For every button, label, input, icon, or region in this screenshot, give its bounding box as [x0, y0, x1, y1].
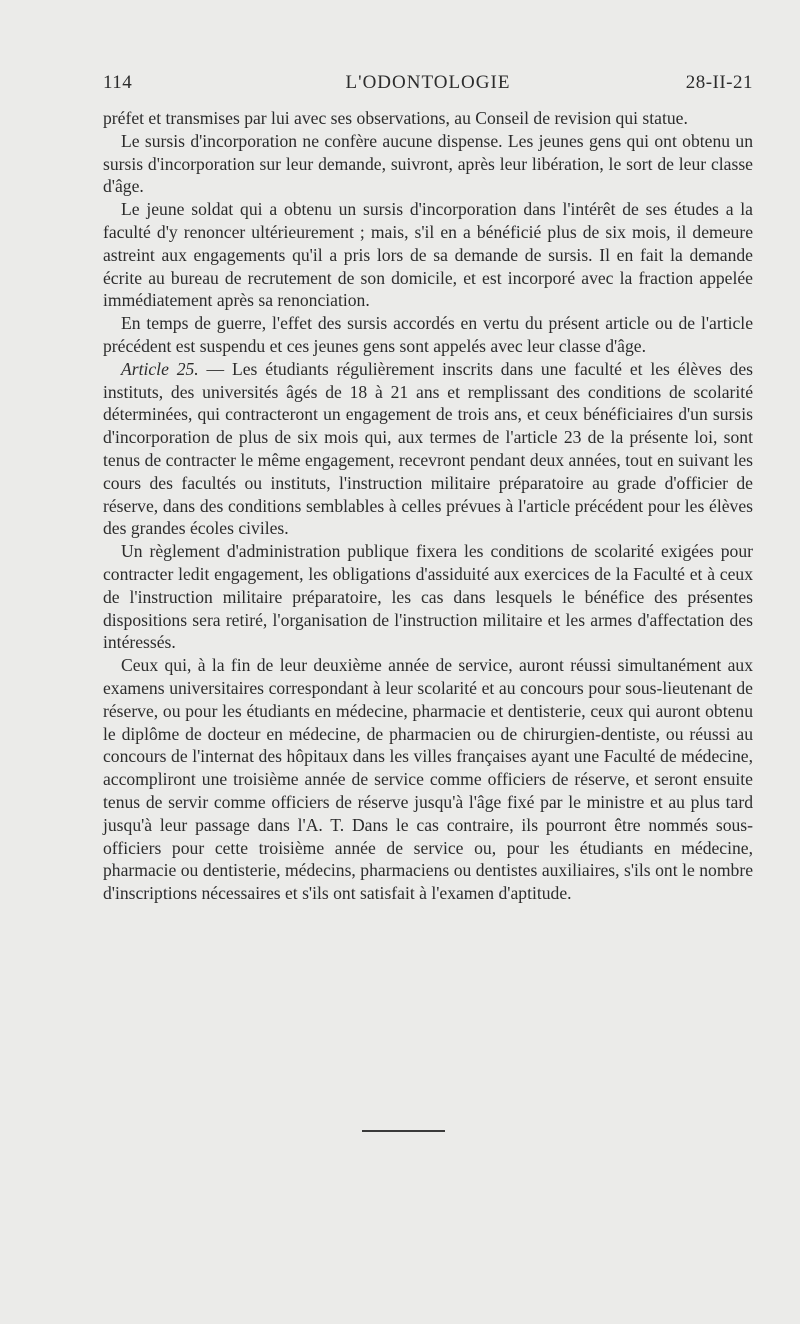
paragraph-7: Ceux qui, à la fin de leur deuxième année de service, auront réussi simultanément aux examens universitaires correspondant à leur scolarité et au concours pour sous-lieutenant de réserve, ou pour les étudiants en médecine, pharmacie et dentisterie, ceux qui auront obtenu le diplôme de docteur en médecine, de pharmacien ou de chirurgien-dentiste, ou réussi au concours de l'internat des hôpitaux dans les villes françaises ayant une Faculté de médecine, accompliront une troisième année de service comme officiers de réserve, et seront ensuite tenus de servir comme officiers de réserve jusqu'à l'âge fixé par le ministre et au plus tard jusqu'à leur passage dans l'A. T. Dans le cas contraire, ils pourront être nommés sous-officiers pour cette troisième année de service ou, pour les étudiants en médecine, pharmacie ou dentisterie, médecins, pharmaciens ou dentistes auxiliaires, s'ils ont le nombre d'inscriptions nécessaires et s'ils ont satisfait à l'examen d'aptitude. [103, 655, 753, 904]
page-header [103, 72, 753, 100]
article-label: Article 25. [121, 358, 199, 379]
article-25-text: — Les étudiants régulièrement inscrits dans une faculté et les élèves des instituts, des universités âgés de 18 à 21 ans et remplissant des conditions de scolarité déterminées, qui contracteront un engagement de trois ans, et ceux bénéficiaires d'un sursis d'incorporation de plus de six mois qui, aux termes de l'article 23 de la présente loi, sont tenus de contracter le même engagement, recevront pendant deux années, tout en suivant les cours des facultés ou instituts, l'instruction militaire préparatoire au grade d'officier de réserve, dans des conditions semblables à celles prévues à l'article précédent pour les élèves des grandes écoles civiles. [103, 358, 753, 539]
paragraph-3: Le jeune soldat qui a obtenu un sursis d'incorporation dans l'intérêt de ses études a la faculté d'y renoncer ultérieurement ; mais, s'il en a bénéficié plus de six mois, il demeure astreint aux engagements qu'il a pris lors de sa demande de sursis. Il en fait la demande écrite au bureau de recrutement de son domicile, et est incorporé avec la fraction appelée immédiatement après sa renonciation. [103, 199, 753, 311]
paragraph-1: préfet et transmises par lui avec ses observations, au Conseil de revision qui statue. [103, 108, 688, 128]
issue-date: 28-II-21 [685, 72, 753, 93]
end-rule [362, 1130, 445, 1132]
body-text [103, 107, 753, 905]
paragraph-article-25 [103, 358, 753, 540]
paragraph-4: En temps de guerre, l'effet des sursis accordés en vertu du présent article ou de l'article précédent est suspendu et ces jeunes gens sont appelés avec leur classe d'âge. [103, 313, 753, 356]
paragraph-6: Un règlement d'administration publique fixera les conditions de scolarité exigées pour contracter ledit engagement, les obligations d'assiduité aux exercices de la Faculté et à ceux de l'instruction militaire préparatoire, les cas dans lesquels le bénéfice des présentes dispositions sera retiré, l'organisation de l'instruction militaire et les armes d'affectation des intéressés. [103, 541, 753, 653]
journal-title: L'ODONTOLOGIE [345, 72, 511, 93]
page-number: 114 [103, 72, 133, 93]
paragraph-2: Le sursis d'incorporation ne confère aucune dispense. Les jeunes gens qui ont obtenu un sursis d'incorporation sur leur demande, suivront, après leur libération, le sort de leur classe d'âge. [103, 130, 753, 197]
